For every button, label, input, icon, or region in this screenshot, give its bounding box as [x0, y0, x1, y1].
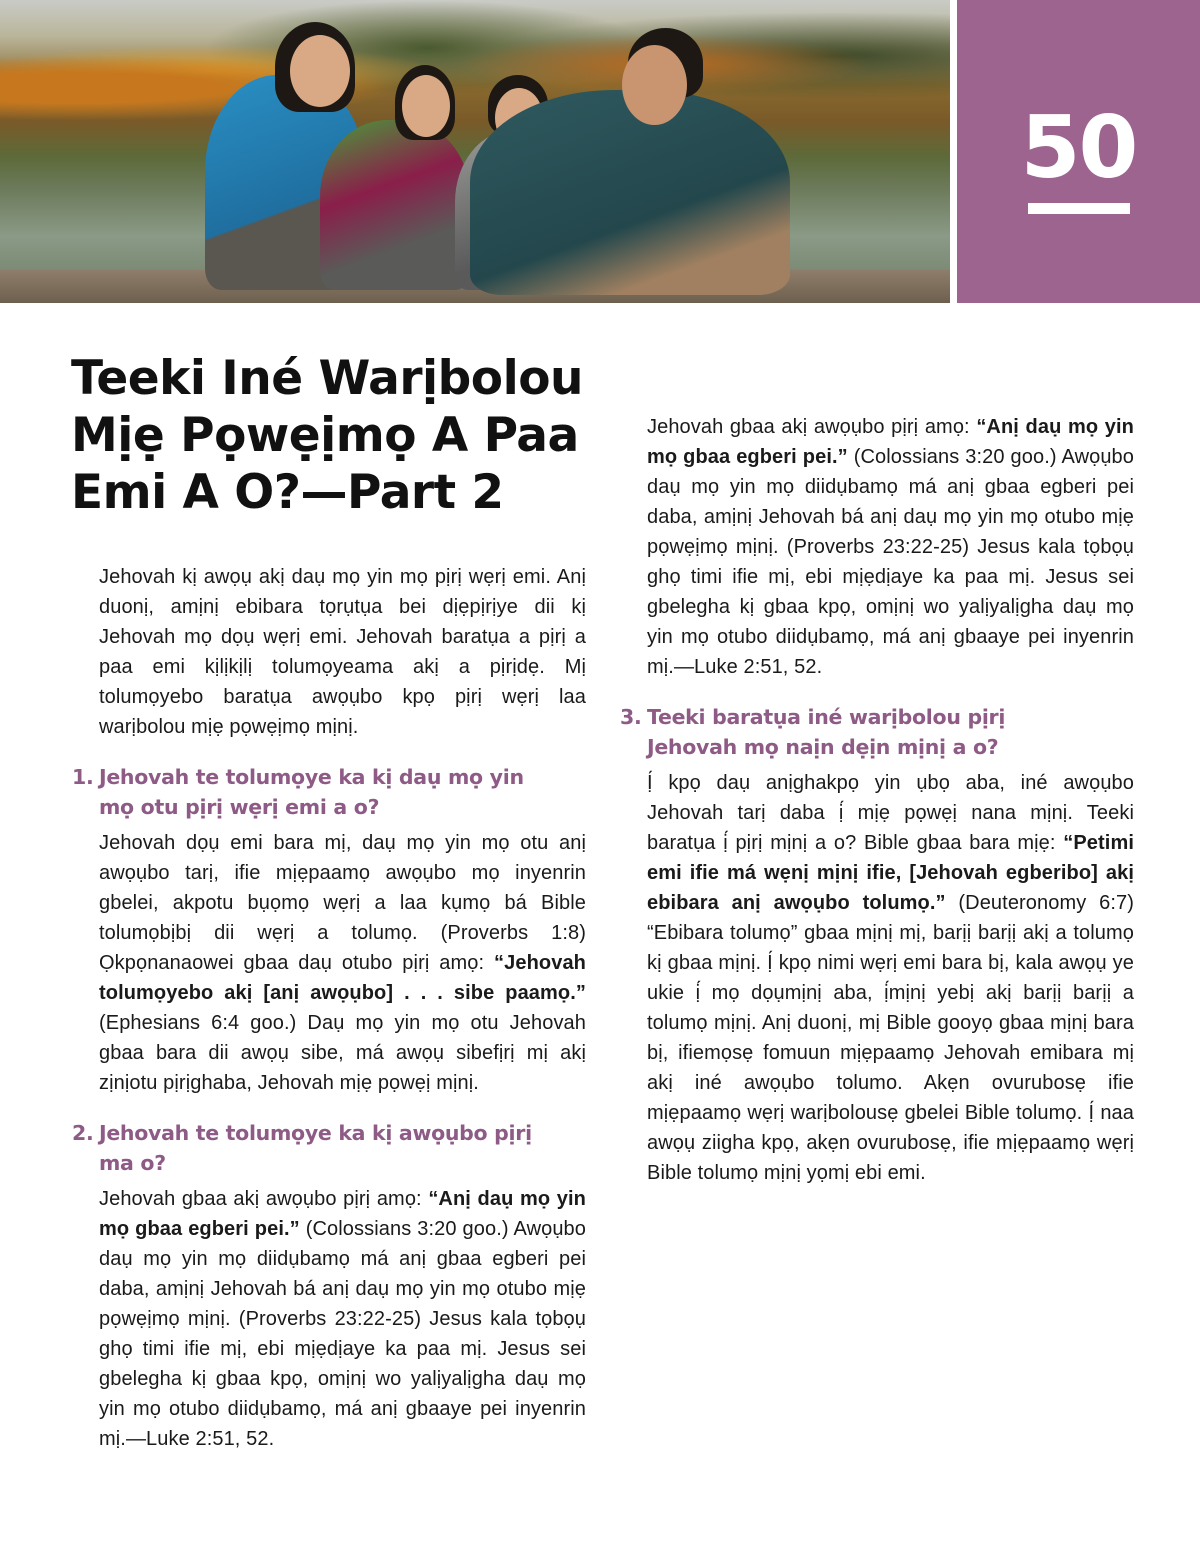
question-text: Jehovah te tolumọye ka kị daụ mọ yin mọ otu pịrị wẹrị emi a o?: [99, 765, 524, 819]
question-text: Teeki baratụa iné warịbolou pịrị Jehovah mọ naịn dẹịn mịnị a o?: [647, 705, 1006, 759]
girl-head: [402, 75, 450, 137]
scripture-quote: “Petimi emi ifie má wẹnị mịnị ifie, [Jehovah egberibo] akị ebibara anị awọụbo tolumọ.”: [647, 832, 1134, 914]
body-text: (Colossians 3:20 goo.) Awọụbo daụ mọ yin mọ diidụbamọ má anị gbaa egberi pei daba, amịnị Jehovah bá anị daụ mọ yin mọ otubo mịẹ pọwẹịmọ mịnị. (Proverbs 23:22-25) Jesus kala tọbọụ ghọ timi ifie mị, ebi mịẹdịaye ka paa mị. Jesus sei gbelegha kị gbaa kpọ, omịnị wo yalịyalịgha daụ mọ yin mọ otubo diidụbamọ, má anị gbaaye pei inyenrin mị.—Luke 2:51, 52.: [99, 1218, 587, 1450]
body-text: Jehovah gbaa akị awọụbo pịrị amọ:: [647, 416, 977, 438]
scripture-quote: “Anị daụ mọ yin mọ gbaa egberi pei.”: [647, 416, 1135, 468]
lesson-number-badge: [957, 0, 1200, 303]
father-figure: [470, 90, 790, 295]
section-body-2: [99, 1184, 587, 1450]
question-text: Jehovah te tolumọye ka kị awọụbo pịrị ma o?: [99, 1121, 532, 1175]
question-number: 3.: [620, 705, 642, 729]
body-text: (Colossians 3:20 goo.) Awọụbo daụ mọ yin mọ diidụbamọ má anị gbaa egberi pei daba, amịnị Jehovah bá anị daụ mọ yin mọ otubo mịẹ pọwẹịmọ mịnị. (Proverbs 23:22-25) Jesus kala tọbọụ ghọ timi ifie mị, ebi mịẹdịaye ka paa mị. Jesus sei gbelegha kị gbaa kpọ, omịnị wo yalịyalịgha daụ mọ yin mọ otubo diidụbamọ, má anị gbaaye pei inyenrin mị.—Luke 2:51, 52.: [647, 446, 1135, 678]
left-column: [72, 562, 587, 1450]
body-text: Jehovah dọụ emi bara mị, daụ mọ yin mọ otu anị awọụbo tarị, ifie mịẹpaamọ awọụbo mọ inyenrin gbelei, akpotu bụọmọ wẹrị a laa kụmọ bá Bible tolumọbịbị dii wẹrị a tolumọ. (Proverbs 1:8) Ọkpọnanaowei gbaa daụ otubo pịrị amọ:: [99, 832, 586, 974]
section-question-3: [620, 702, 1080, 762]
right-column: [620, 416, 1135, 1208]
section-body-1: [99, 828, 586, 1098]
section-body-3: [647, 768, 1134, 1188]
lesson-number-underline: [1028, 203, 1130, 214]
question-number: 2.: [72, 1121, 94, 1145]
mother-head: [290, 35, 350, 107]
scripture-quote: “Jehovah tolumọyebo akị [anị awọụbo] . . . sibe paamọ.”: [99, 952, 586, 1004]
body-text: (Ephesians 6:4 goo.) Daụ mọ yin mọ otu Jehovah gbaa bara dii awọụ sibe, má awọụ sibefịrị mị akị zịnịotu pịrịghaba, Jehovah mịẹ pọwẹị mịnị.: [99, 1012, 586, 1094]
body-text: (Deuteronomy 6:7) “Ebibara tolumọ” gbaa mịnị mị, barịị barịị akị a tolumọ kị gbaa mịnị. Ị́ kpọ nimi wẹrị emi bara bị, kala awọụ ye ukie ị́ mọ dọụmịnị aba, ị́mịnị yebị akị barịị barịị a tolumọ mịnị. Anị duonị, mị Bible gooyọ gbaa mịnị bara bị, ifiemọsẹ fomuun mịẹpaamọ Jehovah emibara mị akị iné awọụbo tolumo. Akẹn ovurubosẹ ifie mịẹpaamọ wẹrị warịbolousẹ gbelei Bible tolumọ. Ị́ naa awọụ ziigha kpọ, akẹn ovurubosẹ, ifie mịẹpaamọ wẹrị Bible tolumọ mịnị yọmị ebi emi.: [647, 892, 1134, 1184]
father-head: [622, 45, 687, 125]
body-text: Jehovah gbaa akị awọụbo pịrị amọ:: [99, 1188, 429, 1210]
autumn-trees-background: [0, 0, 950, 160]
scripture-quote: “Anị daụ mọ yin mọ gbaa egberi pei.”: [99, 1188, 587, 1240]
family-photo: [0, 0, 950, 303]
question-number: 1.: [72, 765, 94, 789]
body-text: Ị́ kpọ daụ anịghakpọ yin ụbọ aba, iné awọụbo Jehovah tarị daba ị́ mịẹ pọwẹị nana mịnị. Teeki baratụa ị́ pịrị mịnị a o? Bible gbaa bara mịẹ:: [647, 772, 1134, 854]
section-question-1: [72, 762, 532, 822]
lesson-number: 50: [1020, 98, 1137, 198]
intro-paragraph: Jehovah kị awọụ akị daụ mọ yin mọ pịrị wẹrị emi. Anị duonị, amịnị ebibara tọrụtụa bei dịẹpịrịye dii kị Jehovah mọ dọụ wẹrị emi. Jehovah baratụa a pịrị a paa emi kịlịkịlị tolumọyeama akị a pịrịdẹ. Mị tolumọyebo baratụa awọụbo kpọ pịrị wẹrị laa warịbolou mịẹ pọwẹịmọ mịnị.: [99, 566, 586, 738]
girl-figure: [320, 120, 470, 290]
section-question-2: [72, 1118, 532, 1178]
section-body-2-continued: [647, 416, 1135, 682]
page-title: Teeki Iné Warịbolou Mịẹ Pọwẹịmọ A Paa Emi A O?—Part 2: [71, 351, 583, 520]
